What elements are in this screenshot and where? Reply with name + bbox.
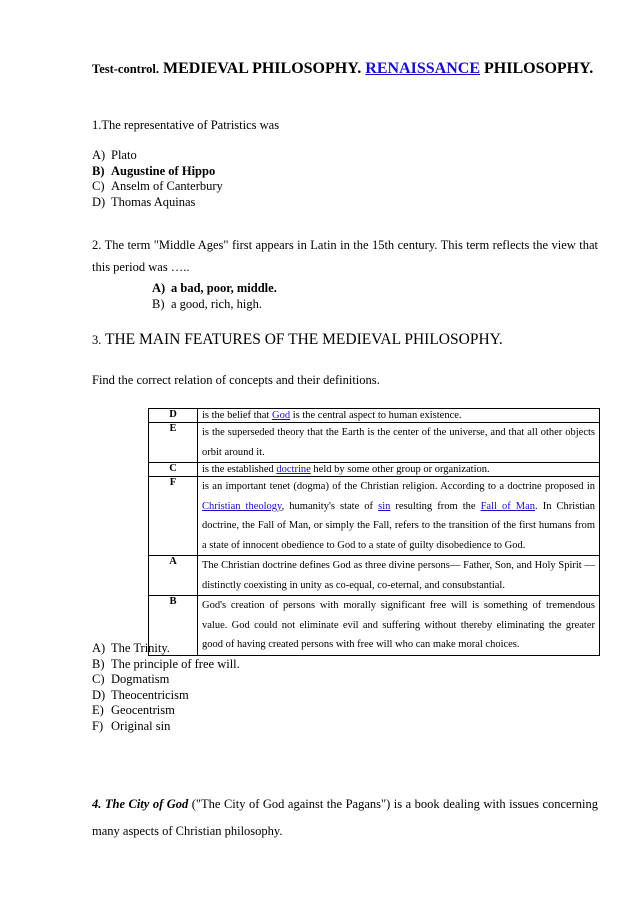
sin-link[interactable]: sin xyxy=(378,500,391,512)
answer-item: A) The Trinity. xyxy=(92,641,170,655)
title-prefix: Test-control. xyxy=(92,62,160,76)
row-definition: is the superseded theory that the Earth is the center of the universe, and that all other objects orbit around it. xyxy=(198,423,600,463)
doctrine-link[interactable]: doctrine xyxy=(276,464,311,475)
renaissance-link[interactable]: RENAISSANCE xyxy=(365,60,480,77)
answer-item: C) Dogmatism xyxy=(92,672,170,686)
row-definition: is the belief that God is the central aspect to human existence. xyxy=(198,409,600,423)
fall-of-man-link[interactable]: Fall of Man xyxy=(480,500,536,512)
table-row xyxy=(149,477,600,556)
question-3-answers xyxy=(92,641,240,734)
title-part1: MEDIEVAL PHILOSOPHY. xyxy=(163,60,362,77)
table-row xyxy=(149,409,600,423)
row-key: D xyxy=(149,409,198,423)
table-row xyxy=(149,463,600,477)
answer-item: B) The principle of free will. xyxy=(92,656,240,671)
row-definition: God's creation of persons with morally significant free will is something of tremendous value. God could not eliminate evil and suffering without thereby eliminating the greater good of having created persons with free will who can make moral choices. xyxy=(198,596,600,656)
god-link[interactable]: God xyxy=(271,410,291,421)
option-correct: B) Augustine of Hippo xyxy=(92,163,216,178)
page-title xyxy=(92,60,593,78)
answer-item: F) Original sin xyxy=(92,718,171,733)
option-correct: A) a bad, poor, middle. xyxy=(152,281,277,295)
option: C) Anselm of Canterbury xyxy=(92,179,223,193)
option: A) Plato xyxy=(92,148,137,162)
option: B) a good, rich, high. xyxy=(152,296,262,311)
answer-item: E) Geocentrism xyxy=(92,703,175,717)
question-1-text: 1.The representative of Patristics was xyxy=(92,118,280,132)
row-definition: is the established doctrine held by some other group or organization. xyxy=(198,463,600,477)
table-row xyxy=(149,423,600,463)
question-3-instruction: Find the correct relation of concepts and their definitions. xyxy=(92,373,380,387)
row-key: F xyxy=(149,477,198,556)
row-key: C xyxy=(149,463,198,477)
table-row xyxy=(149,556,600,596)
row-key: E xyxy=(149,423,198,463)
question-4 xyxy=(92,791,598,845)
question-2-options xyxy=(152,281,277,312)
question-4-text: ("The City of God against the Pagans") is a book dealing with issues concerning many aspects of Christian philosophy. xyxy=(92,797,598,838)
question-1-options xyxy=(92,148,223,210)
row-definition: The Christian doctrine defines God as three divine persons— Father, Son, and Holy Spirit — distinctly coexisting in unity as co-equal, co-eternal, and consubstantial. xyxy=(198,556,600,596)
row-key: A xyxy=(149,556,198,596)
option: D) Thomas Aquinas xyxy=(92,194,196,209)
title-part2: PHILOSOPHY. xyxy=(484,60,594,77)
row-definition: is an important tenet (dogma) of the Christian religion. According to a doctrine proposed in Christian theology, humanity's state of sin resulting from the Fall of Man. In Christian doctrine, the Fall of Man, or simply the Fall, refers to the transition of the first humans from a state of innocent obedience to God to a state of guilty disobedience to God. xyxy=(198,477,600,556)
row-key: B xyxy=(149,596,198,656)
answer-item: D) Theocentricism xyxy=(92,687,189,702)
question-2-text: 2. The term "Middle Ages" first appears in Latin in the 15th century. This term reflects the view that this period was ….. xyxy=(92,238,598,274)
question-4-title: 4. The City of God xyxy=(92,797,189,811)
christian-theology-link[interactable]: Christian theology xyxy=(202,500,282,512)
question-3-heading: 3. THE MAIN FEATURES OF THE MEDIEVAL PHILOSOPHY. xyxy=(92,331,503,348)
relations-table xyxy=(148,408,600,656)
question-1 xyxy=(92,118,279,133)
